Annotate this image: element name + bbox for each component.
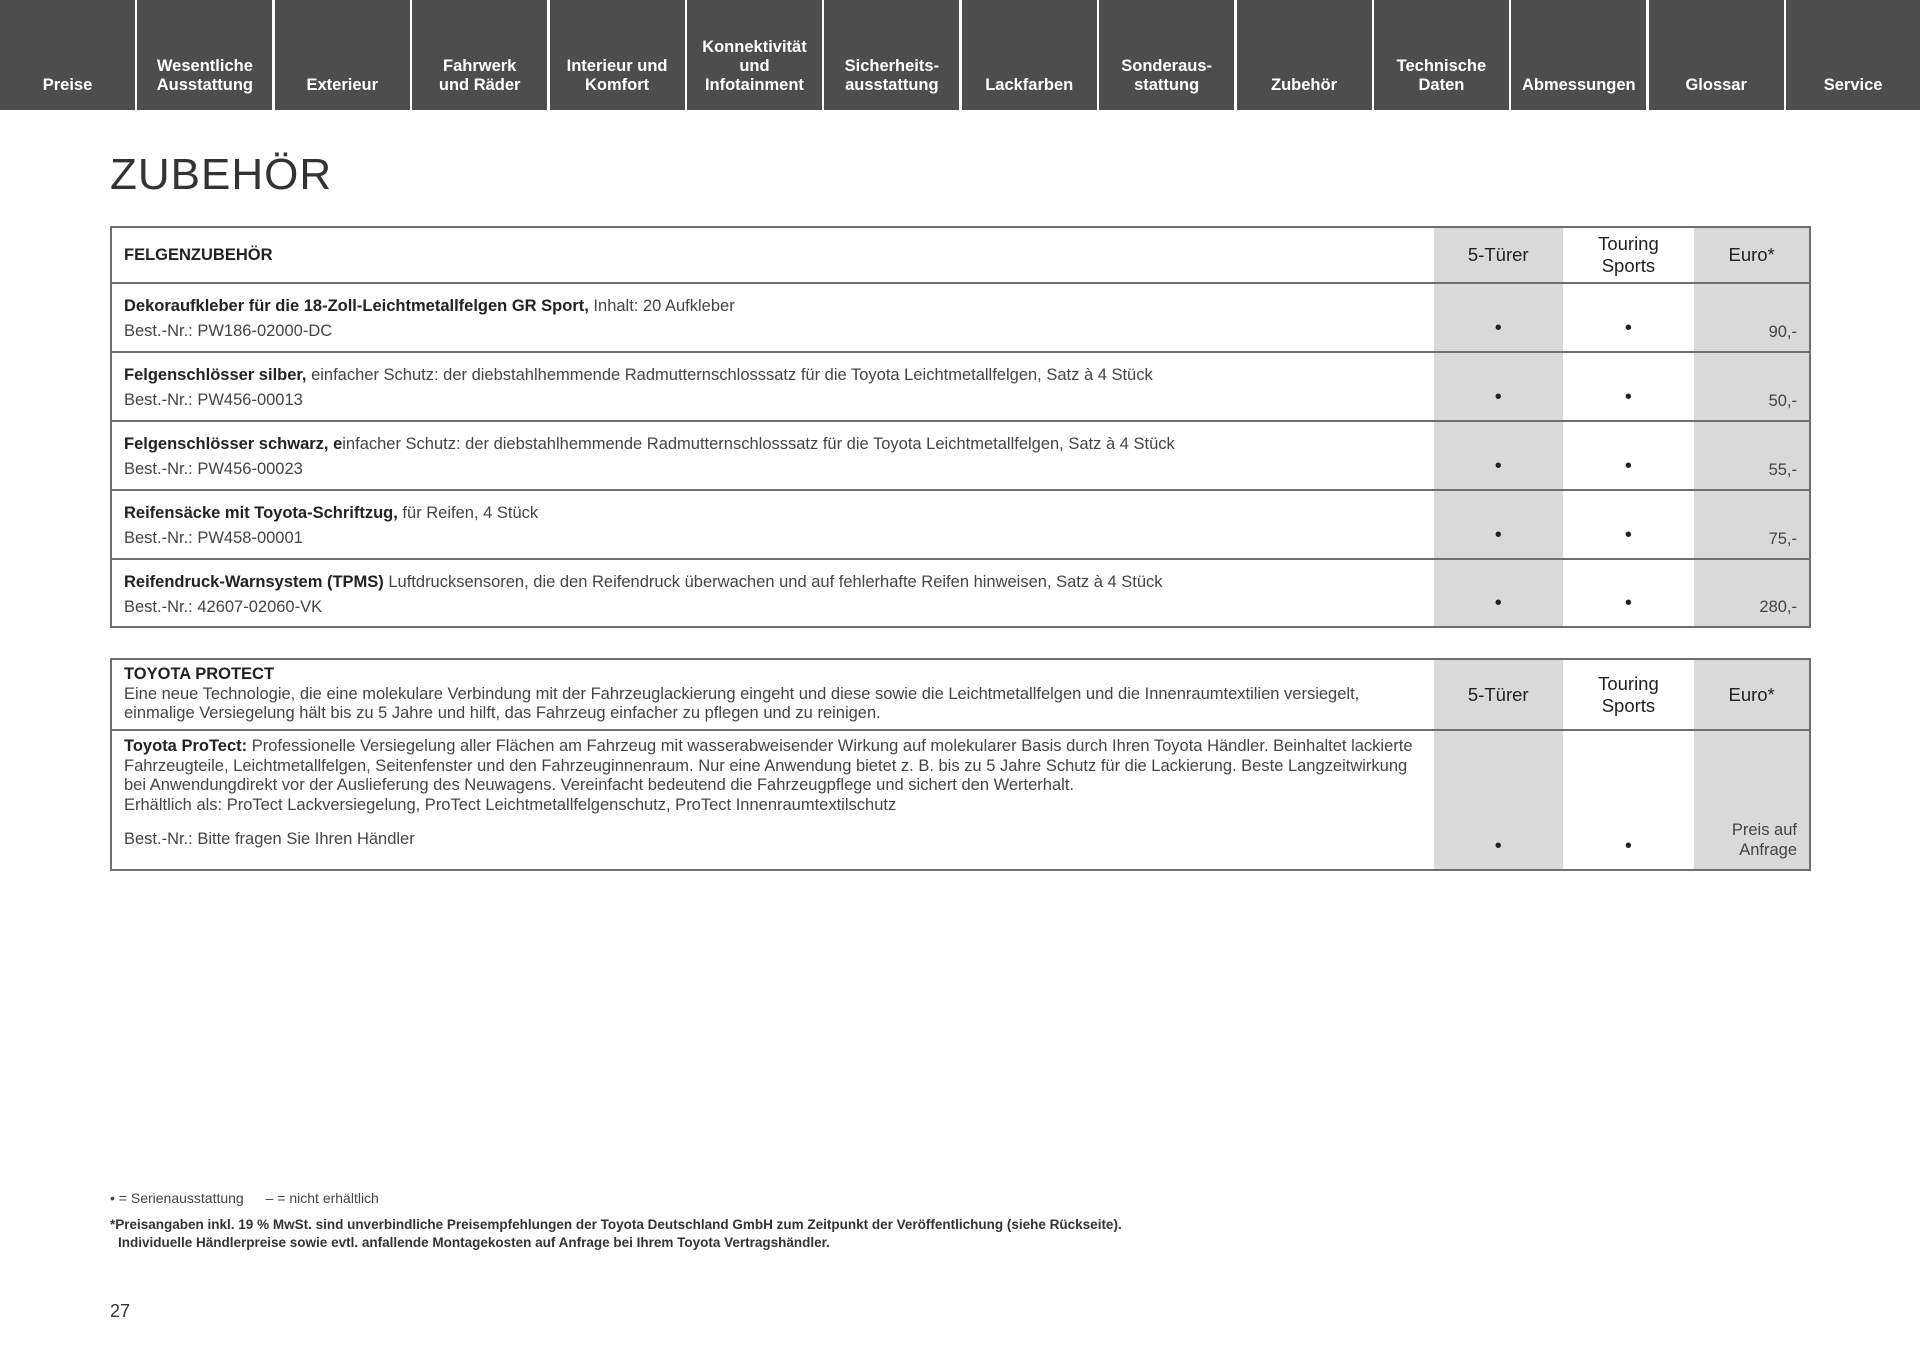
price: 55,- (1694, 422, 1809, 489)
item-name: Reifendruck-Warnsystem (TPMS) (124, 573, 384, 591)
item-name: Toyota ProTect: (124, 737, 248, 755)
availability-5-tuerer: • (1434, 731, 1563, 869)
table-row (112, 282, 1809, 351)
felgenzubehoer-table (110, 226, 1811, 628)
page-number: 27 (110, 1301, 131, 1321)
availability-note: Erhältlich als: ProTect Lackversiegelung, ProTect Leichtmetallfelgenschutz, ProTect Innenraumtextilschutz (124, 795, 897, 814)
order-number: Best.-Nr.: 42607-02060-VK (124, 598, 323, 616)
tab-lackfarben[interactable]: Lackfarben (962, 0, 1097, 110)
item-name: Felgenschlösser schwarz, e (124, 435, 343, 453)
order-number: Best.-Nr.: PW456-00013 (124, 391, 303, 409)
price: 280,- (1694, 560, 1809, 626)
order-number: Best.-Nr.: Bitte fragen Sie Ihren Händler (124, 830, 415, 848)
legend (110, 1190, 397, 1206)
tab-interieur-und-komfort[interactable]: Interieur und Komfort (550, 0, 685, 110)
table-row (112, 489, 1809, 558)
table-row (112, 420, 1809, 489)
table-row (112, 351, 1809, 420)
item-detail: einfacher Schutz: der diebstahlhemmende Radmutternschlosssatz für die Toyota Leichtmetallfelgen, Satz à 4 Stück (306, 366, 1153, 384)
item-name: Reifensäcke mit Toyota-Schriftzug, (124, 504, 398, 522)
column-header-5-tuerer: 5-Türer (1434, 660, 1563, 729)
item-detail: infacher Schutz: der diebstahlhemmende Radmutternschlosssatz für die Toyota Leichtmetallfelgen, Satz à 4 Stück (342, 435, 1175, 453)
availability-touring-sports: • (1564, 284, 1693, 351)
tab-glossar[interactable]: Glossar (1649, 0, 1784, 110)
table-row (112, 558, 1809, 626)
column-header-euro: Euro* (1694, 228, 1809, 282)
price: 50,- (1694, 353, 1809, 420)
tab-sicherheitsausstattung[interactable]: Sicherheits- ausstattung (824, 0, 959, 110)
legend-standard: • = Serienausstattung (110, 1190, 244, 1206)
availability-touring-sports: • (1564, 560, 1693, 626)
price: Preis auf Anfrage (1694, 731, 1809, 869)
footnote-line-2: Individuelle Händlerpreise sowie evtl. anfallende Montagekosten auf Anfrage bei Ihrem Toyota Vertragshändler. (118, 1235, 830, 1250)
item-detail: für Reifen, 4 Stück (397, 504, 539, 522)
column-header-euro: Euro* (1694, 660, 1809, 729)
tab-service[interactable]: Service (1786, 0, 1920, 110)
price: 75,- (1694, 491, 1809, 558)
price: 90,- (1694, 284, 1809, 351)
availability-touring-sports: • (1564, 731, 1693, 869)
price-footnote (110, 1216, 1122, 1252)
column-header-touring-sports: Touring Sports (1564, 660, 1693, 729)
legend-not-available: – = nicht erhältlich (265, 1190, 379, 1206)
order-number: Best.-Nr.: PW186-02000-DC (124, 322, 333, 340)
availability-touring-sports: • (1564, 491, 1693, 558)
top-navigation (0, 0, 1920, 110)
item-detail: Inhalt: 20 Aufkleber (588, 297, 735, 315)
availability-5-tuerer: • (1434, 422, 1563, 489)
tab-fahrwerk-und-raeder[interactable]: Fahrwerk und Räder (412, 0, 547, 110)
column-header-touring-sports: Touring Sports (1564, 228, 1693, 282)
page-title: ZUBEHÖR (110, 150, 333, 199)
availability-5-tuerer: • (1434, 284, 1563, 351)
availability-touring-sports: • (1564, 353, 1693, 420)
tab-abmessungen[interactable]: Abmessungen (1511, 0, 1646, 110)
tab-exterieur[interactable]: Exterieur (275, 0, 410, 110)
availability-5-tuerer: • (1434, 491, 1563, 558)
footnote-line-1: *Preisangaben inkl. 19 % MwSt. sind unverbindliche Preisempfehlungen der Toyota Deutschland GmbH zum Zeitpunkt der Veröffentlichung (siehe Rückseite). (110, 1217, 1122, 1232)
tab-wesentliche-ausstattung[interactable]: Wesentliche Ausstattung (137, 0, 272, 110)
table-header-row (112, 228, 1809, 282)
item-detail: Luftdrucksensoren, die den Reifendruck überwachen und auf fehlerhafte Reifen hinweisen, Satz à 4 Stück (383, 573, 1163, 591)
item-detail: Professionelle Versiegelung aller Flächen am Fahrzeug mit wasserabweisender Wirkung auf molekularer Basis durch Ihren Toyota Händler. Beinhaltet lackierte Fahrzeugteile, Leichtmetallfelgen, Seitenfenster und den Fahrzeuginnenraum. Nur eine Anwendung bietet z. B. bis zu 5 Jahre Schutz für die Lackierung. Beste Langzeitwirkung bei Anwendungdirekt vor der Auslieferung des Neuwagens. Vereinfacht bedeutend die Fahrzeugpflege und sichert den Werterhalt. (124, 737, 1413, 794)
table-intro: Eine neue Technologie, die eine molekulare Verbindung mit der Fahrzeuglackierung eingeht und diese sowie die Leichtmetallfelgen und die Innenraumtextilien versiegelt, einmalige Versiegelung hält bis zu 5 Jahre und hilft, das Fahrzeug einfacher zu pflegen und zu reinigen. (124, 684, 1360, 722)
tab-sonderausstattung[interactable]: Sonderaus- stattung (1099, 0, 1234, 110)
table-row (112, 729, 1809, 869)
item-name: Dekoraufkleber für die 18-Zoll-Leichtmetallfelgen GR Sport, (124, 297, 589, 315)
table-title: TOYOTA PROTECT (124, 665, 275, 683)
tab-konnektivitaet-und-infotainment[interactable]: Konnektivität und Infotainment (687, 0, 822, 110)
availability-5-tuerer: • (1434, 353, 1563, 420)
toyota-protect-table (110, 658, 1811, 871)
tab-technische-daten[interactable]: Technische Daten (1374, 0, 1509, 110)
tab-zubehoer[interactable]: Zubehör (1237, 0, 1372, 110)
order-number: Best.-Nr.: PW458-00001 (124, 529, 303, 547)
tab-preise[interactable]: Preise (0, 0, 135, 110)
availability-touring-sports: • (1564, 422, 1693, 489)
availability-5-tuerer: • (1434, 560, 1563, 626)
table-title: FELGENZUBEHÖR (124, 246, 273, 264)
item-name: Felgenschlösser silber, (124, 366, 307, 384)
table-header-row (112, 660, 1809, 729)
order-number: Best.-Nr.: PW456-00023 (124, 460, 303, 478)
column-header-5-tuerer: 5-Türer (1434, 228, 1563, 282)
